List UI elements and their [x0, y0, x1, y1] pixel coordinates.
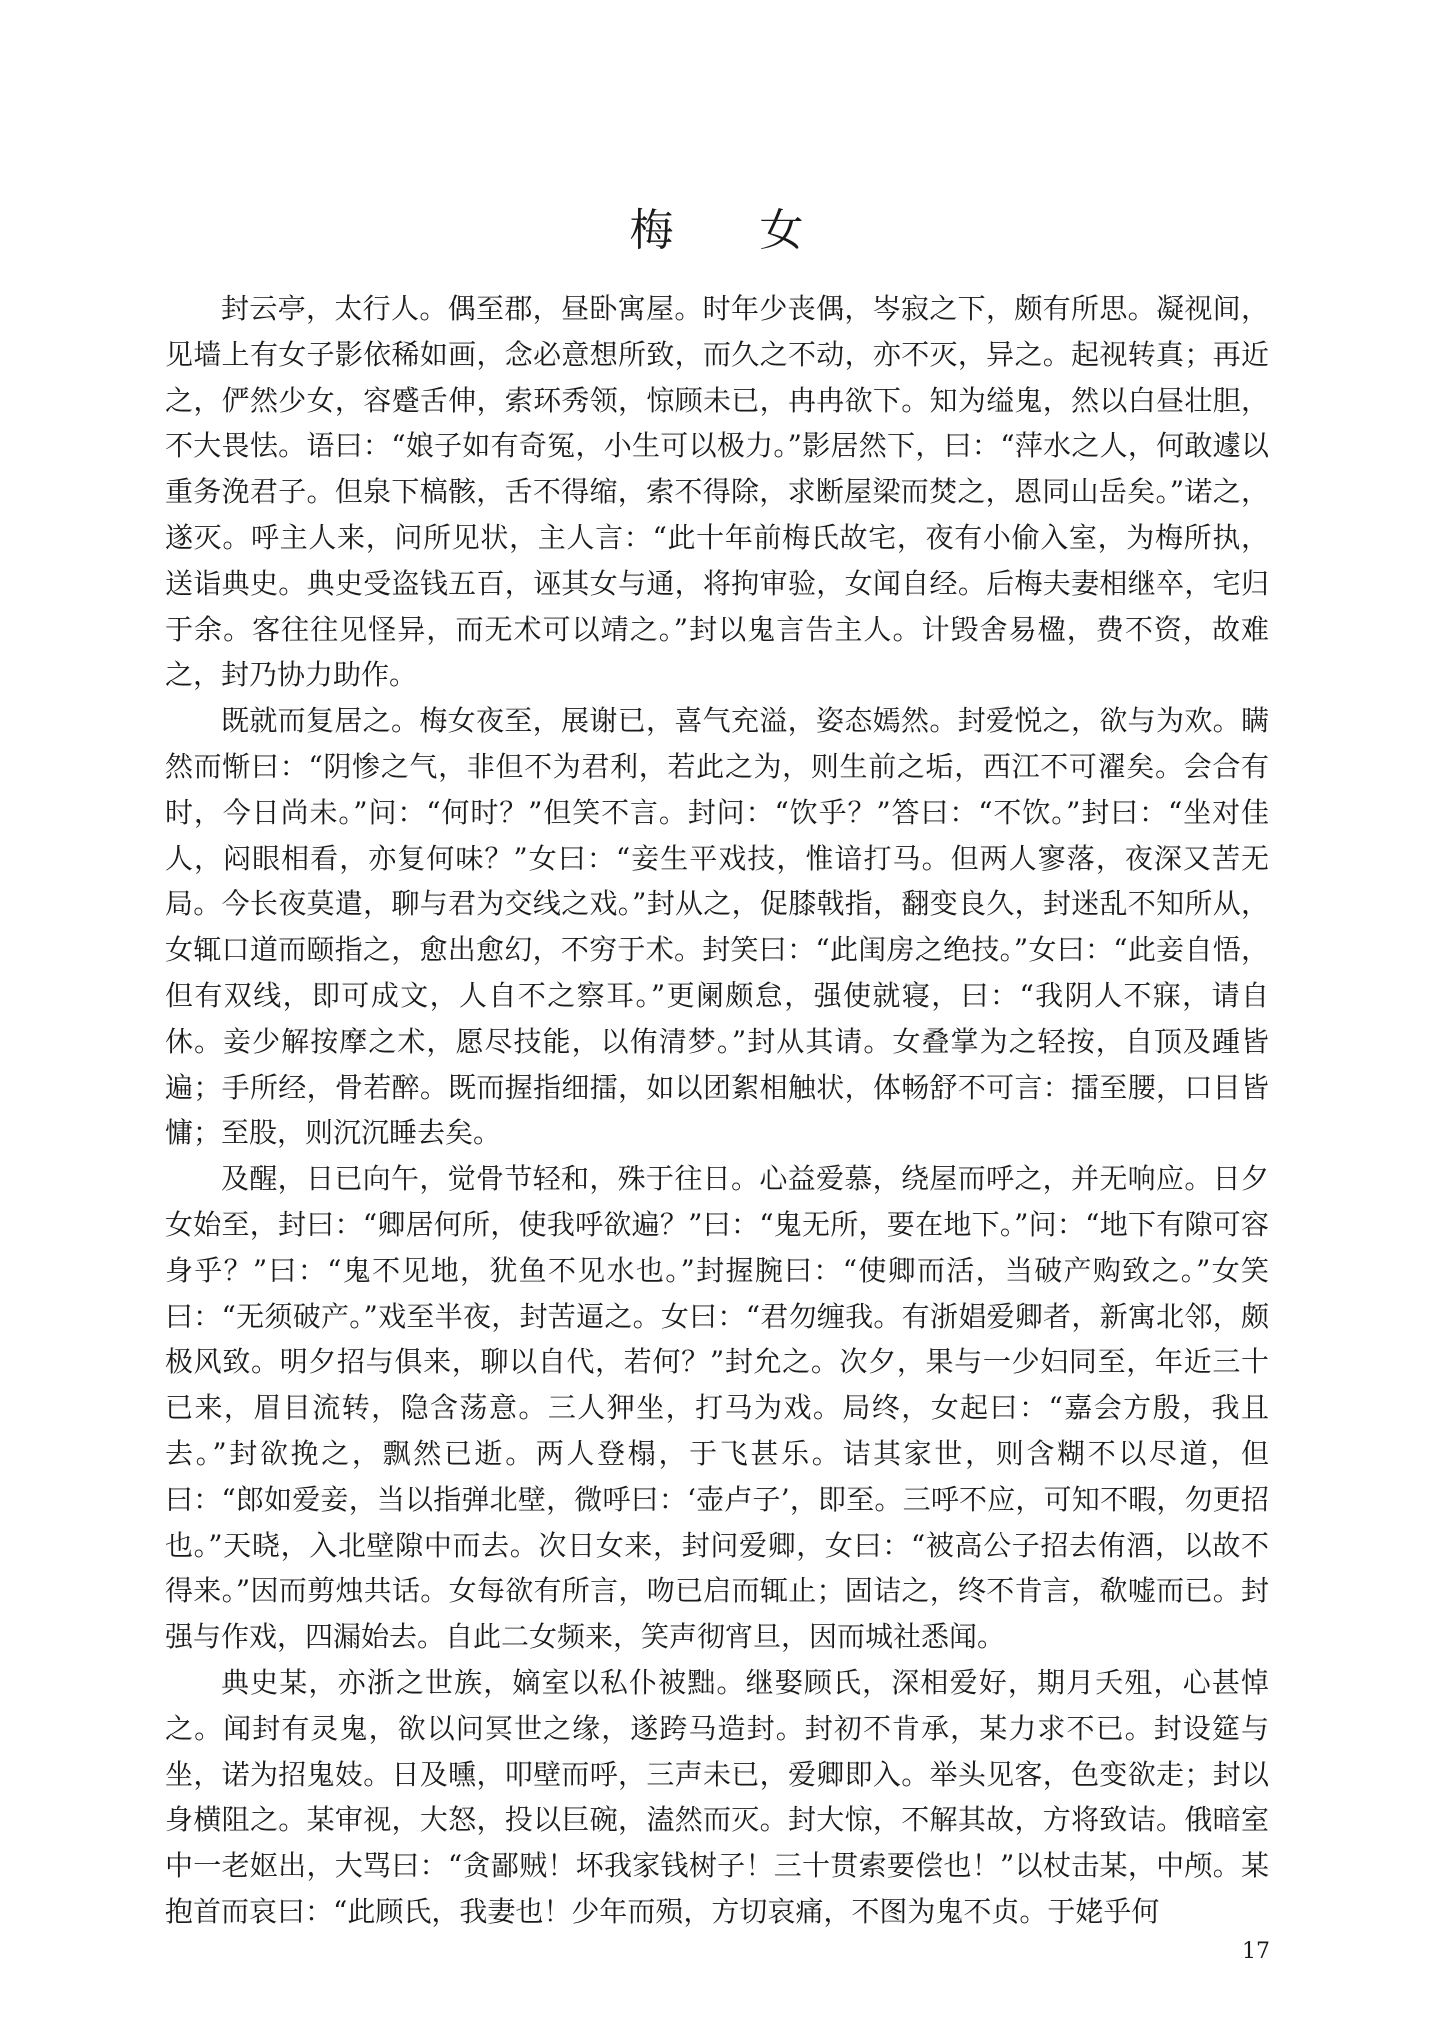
paragraph: 典史某，亦浙之世族，嫡室以私仆被黜。继娶顾氏，深相爱好，期月夭殂，心甚悼之。闻封有灵鬼，欲以问冥世之缘，遂跨马造封。封初不肯承，某力求不已。封设筵与坐，诺为招鬼妓。日及曛，叩壁而呼，三声未已，爱卿即入。举头见客，色变欲走；封以身横阻之。某审视，大怒，投以巨碗，溘然而灭。封大惊，不解其故，方将致诘。俄暗室中一老妪出，大骂曰：“贪鄙贼！坏我家钱树子！三十贯索要偿也！”以杖击某，中颅。某抱首而哀曰：“此顾氏，我妻也！少年而殒，方切哀痛，不图为鬼不贞。于姥乎何 [165, 1665, 1269, 1928]
body-text [165, 286, 1269, 1935]
page-number: 17 [1242, 1939, 1270, 1964]
page-title: 梅 女 [629, 205, 840, 257]
paragraph: 既就而复居之。梅女夜至，展谢已，喜气充溢，姿态嫣然。封爱悦之，欲与为欢。瞒然而惭曰：“阴惨之气，非但不为君利，若此之为，则生前之垢，西江不可濯矣。会合有时，今日尚未。”问：“何时？”但笑不言。封问：“饮乎？”答曰：“不饮。”封曰：“坐对佳人，闷眼相看，亦复何味？”女曰：“妾生平戏技，惟谙打马。但两人寥落，夜深又苦无局。今长夜莫遣，聊与君为交线之戏。”封从之，促膝戟指，翻变良久，封迷乱不知所从，女辄口道而颐指之，愈出愈幻，不穷于术。封笑曰：“此闺房之绝技。”女曰：“此妾自悟，但有双线，即可成文，人自不之察耳。”更阑颇怠，强使就寝，曰：“我阴人不寐，请自休。妾少解按摩之术，愿尽技能，以侑清梦。”封从其请。女叠掌为之轻按，自顶及踵皆遍；手所经，骨若醉。既而握指细擂，如以团絮相触状，体畅舒不可言：擂至腰，口目皆慵；至股，则沉沉睡去矣。 [165, 704, 1269, 1150]
paragraph: 封云亭，太行人。偶至郡，昼卧寓屋。时年少丧偶，岑寂之下，颇有所思。凝视间，见墙上有女子影依稀如画，念必意想所致，而久之不动，亦不灭，异之。起视转真；再近之，俨然少女，容蹙舌伸，索环秀领，惊顾未已，冉冉欲下。知为缢鬼，然以白昼壮胆，不大畏怯。语曰：“娘子如有奇冤，小生可以极力。”影居然下，曰：“萍水之人，何敢遽以重务浼君子。但泉下槁骸，舌不得缩，索不得除，求断屋梁而焚之，恩同山岳矣。”诺之，遂灭。呼主人来，问所见状，主人言：“此十年前梅氏故宅，夜有小偷入室，为梅所执，送诣典史。典史受盗钱五百，诬其女与通，将拘审验，女闻自经。后梅夫妻相继卒，宅归于余。客往往见怪异，而无术可以靖之。”封以鬼言告主人。计毁舍易楹，费不资，故难之，封乃协力助作。 [165, 292, 1269, 692]
paragraph: 及醒，日已向午，觉骨节轻和，殊于往日。心益爱慕，绕屋而呼之，并无响应。日夕女始至，封曰：“卿居何所，使我呼欲遍？”曰：“鬼无所，要在地下。”问：“地下有隙可容身乎？”曰：“鬼不见地，犹鱼不见水也。”封握腕曰：“使卿而活，当破产购致之。”女笑曰：“无须破产。”戏至半夜，封苦逼之。女曰：“君勿缠我。有浙娼爱卿者，新寓北邻，颇极风致。明夕招与俱来，聊以自代，若何？”封允之。次夕，果与一少妇同至，年近三十已来，眉目流转，隐含荡意。三人狎坐，打马为戏。局终，女起曰：“嘉会方殷，我且去。”封欲挽之，飘然已逝。两人登榻，于飞甚乐。诘其家世，则含糊不以尽道，但曰：“郎如爱妾，当以指弹北壁，微呼曰：‘壶卢子’，即至。三呼不应，可知不暇，勿更招也。”天晓，入北壁隙中而去。次日女来，封问爱卿，女曰：“被高公子招去侑酒，以故不得来。”因而剪烛共话。女每欲有所言，吻已启而辄止；固诘之，终不肯言，欷嘘而已。封强与作戏，四漏始去。自此二女频来，笑声彻宵旦，因而城社悉闻。 [165, 1162, 1269, 1654]
